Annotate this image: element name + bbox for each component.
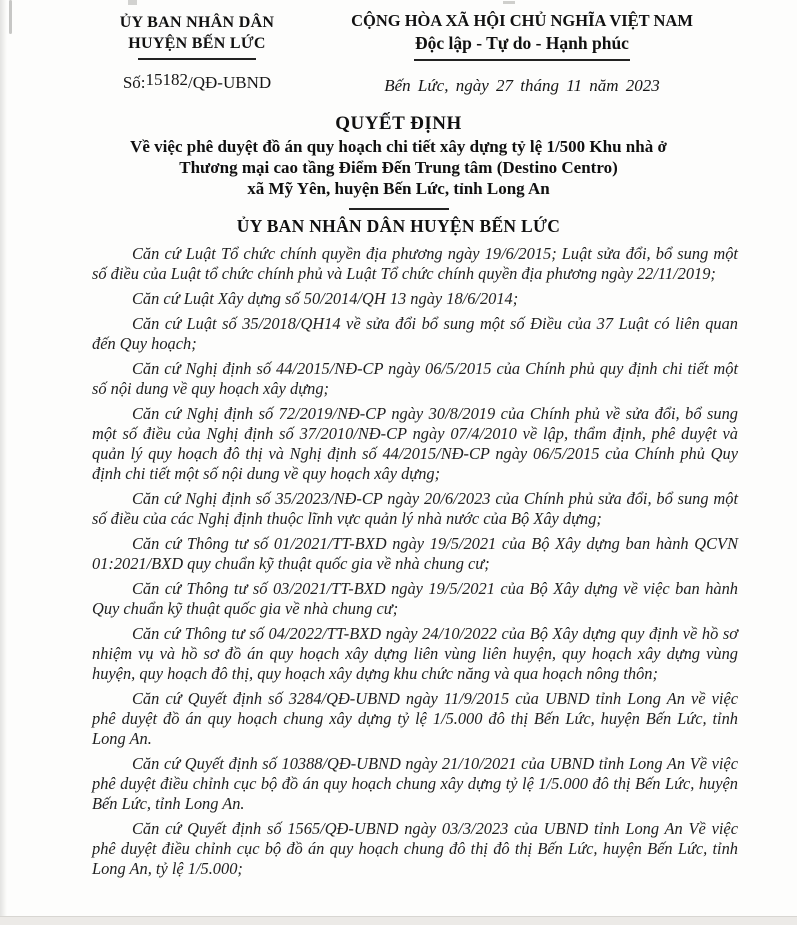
legal-basis-paragraph: Căn cứ Luật Xây dựng số 50/2014/QH 13 ngày 18/6/2014; bbox=[132, 289, 519, 308]
legal-basis-paragraph: Căn cứ Thông tư số 04/2022/TT-BXD ngày 24/10/2022 của Bộ Xây dựng quy định về hồ sơ nhiệm vụ và hồ sơ đồ án quy hoạch xây dựng liên vùng liên huyện, quy hoạch xây dựng vùng huyện, quy hoạch đô thị, quy hoạch xây dựng khu chức năng và qua hoạch nông thôn; bbox=[92, 624, 738, 683]
motto-underline bbox=[414, 59, 630, 61]
legal-basis-paragraph: Căn cứ Quyết định số 3284/QĐ-UBND ngày 11/9/2015 của UBND tỉnh Long An về việc phê duyệt đồ án quy hoạch chung xây dựng tỷ lệ 1/5.000 đô thị Bến Lức, huyện Bến Lức, tỉnh Long An. bbox=[92, 689, 738, 748]
header-issuing-authority bbox=[68, 12, 326, 93]
national-title: CỘNG HÒA XÃ HỘI CHỦ NGHĨA VIỆT NAM bbox=[351, 11, 693, 30]
issuer-org-line1: ỦY BAN NHÂN DÂN bbox=[119, 14, 275, 31]
document-body bbox=[92, 244, 738, 879]
legal-basis-paragraph: Căn cứ Thông tư số 03/2021/TT-BXD ngày 19/5/2021 của Bộ Xây dựng về việc ban hành Quy chuẩn kỹ thuật quốc gia về nhà chung cư; bbox=[92, 579, 738, 618]
scan-artifact-top bbox=[128, 0, 137, 5]
legal-basis-paragraph: Căn cứ Luật Tổ chức chính quyền địa phương ngày 19/6/2015; Luật sửa đổi, bổ sung một số điều của Luật tổ chức chính phủ và Luật Tổ chức chính quyền địa phương ngày 22/11/2019; bbox=[92, 244, 738, 283]
header-national-motto bbox=[336, 10, 708, 96]
national-motto: Độc lập - Tự do - Hạnh phúc bbox=[415, 33, 629, 53]
legal-basis-paragraph: Căn cứ Thông tư số 01/2021/TT-BXD ngày 19/5/2021 của Bộ Xây dựng ban hành QCVN 01:2021/BXD quy chuẩn kỹ thuật quốc gia về nhà chung cư; bbox=[92, 534, 738, 573]
document-title-block bbox=[30, 112, 767, 237]
scan-edge-bottom bbox=[0, 916, 797, 925]
scan-artifact-corner bbox=[9, 0, 12, 34]
title-divider bbox=[349, 208, 449, 210]
scan-artifact-top-center bbox=[503, 1, 515, 4]
document-subject-line3: xã Mỹ Yên, huyện Bến Lức, tỉnh Long An bbox=[247, 179, 550, 198]
document-number bbox=[68, 70, 326, 93]
legal-basis-paragraph: Căn cứ Quyết định số 10388/QĐ-UBND ngày 21/10/2021 của UBND tỉnh Long An Về việc phê duyệt điều chỉnh cục bộ đồ án quy hoạch chung xây dựng tỷ lệ 1/5.000 đô thị Bến Lức, huyện Bến Lức, tỉnh Long An. bbox=[92, 754, 738, 813]
legal-basis-paragraph: Căn cứ Nghị định số 72/2019/NĐ-CP ngày 30/8/2019 của Chính phủ về sửa đổi, bổ sung một số điều của Nghị định số 37/2010/NĐ-CP ngày 07/4/2010 về lập, thẩm định, phê duyệt và quản lý quy hoạch đô thị và Nghị định số 44/2015/NĐ-CP ngày 06/5/2015 của Chính phủ Quy định chi tiết một số nội dung về quy hoạch xây dựng; bbox=[92, 404, 738, 483]
legal-basis-paragraph: Căn cứ Luật số 35/2018/QH14 về sửa đổi bổ sung một số Điều của 37 Luật có liên quan đến Quy hoạch; bbox=[92, 314, 738, 353]
legal-basis-paragraph: Căn cứ Nghị định số 35/2023/NĐ-CP ngày 20/6/2023 của Chính phủ sửa đổi, bổ sung một số điều của các Nghị định thuộc lĩnh vực quản lý nhà nước của Bộ Xây dựng; bbox=[92, 489, 738, 528]
issuer-org-line2: HUYỆN BẾN LỨC bbox=[128, 35, 266, 52]
legal-basis-paragraph: Căn cứ Quyết định số 1565/QĐ-UBND ngày 03/3/2023 của UBND tỉnh Long An Về việc phê duyệt điều chỉnh cục bộ đồ án quy hoạch chung đô thị đô thị Bến Lức, huyện Bến Lức, tỉnh Long An, tỷ lệ 1/5.000; bbox=[92, 819, 738, 878]
issuer-heading: ỦY BAN NHÂN DÂN HUYỆN BẾN LỨC bbox=[236, 216, 561, 236]
issuer-underline bbox=[138, 58, 256, 60]
document-kind-heading: QUYẾT ĐỊNH bbox=[335, 113, 462, 134]
legal-basis-paragraph: Căn cứ Nghị định số 44/2015/NĐ-CP ngày 06/5/2015 của Chính phủ quy định chi tiết một số nội dung về quy hoạch xây dựng; bbox=[92, 359, 738, 398]
document-number-suffix: /QĐ-UBND bbox=[188, 73, 272, 92]
document-number-value: 15182 bbox=[145, 70, 189, 89]
scan-edge-left bbox=[0, 0, 7, 925]
document-number-prefix: Số: bbox=[122, 73, 146, 92]
document-subject-line1: Về việc phê duyệt đồ án quy hoạch chi tiết xây dựng tỷ lệ 1/500 Khu nhà ở bbox=[130, 137, 667, 156]
place-and-date: Bến Lức, ngày 27 tháng 11 năm 2023 bbox=[384, 76, 660, 95]
document-subject-line2: Thương mại cao tầng Điểm Đến Trung tâm (Destino Centro) bbox=[179, 158, 618, 177]
